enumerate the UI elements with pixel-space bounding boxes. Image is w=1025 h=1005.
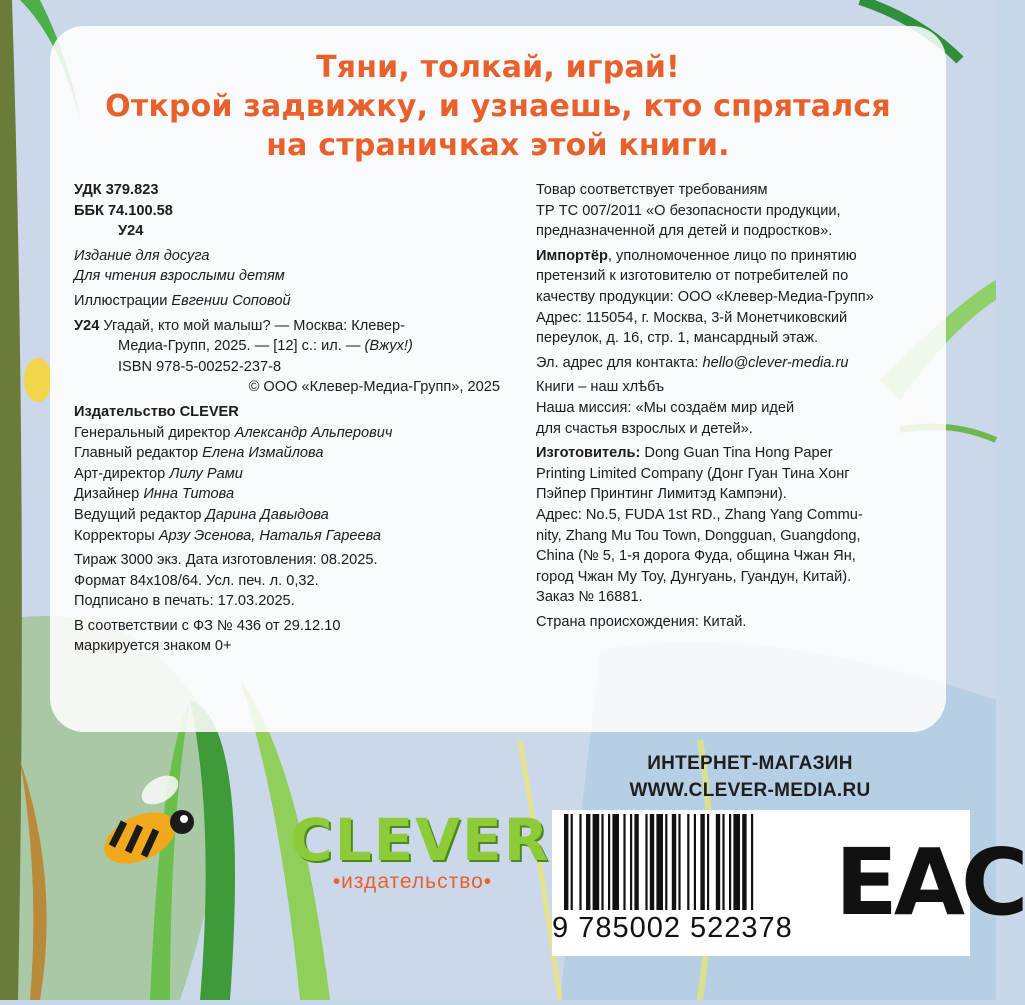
catalog-series: (Вжух!) xyxy=(364,338,413,355)
maker-line-3: Пэйпер Принтинг Лимитэд Кампэни). xyxy=(536,486,787,503)
correctors-names: Арзу Эсенова, Наталья Гареева xyxy=(158,527,382,544)
staff-role: Главный редактор xyxy=(74,445,203,462)
staff-line-1 xyxy=(74,443,514,464)
print-format: Формат 84х108/64. Усл. печ. л. 0,32. xyxy=(74,572,319,589)
maker-address-4: город Чжан Му Тоу, Дунгуань, Гуандун, Китай). xyxy=(536,568,852,585)
barcode-bar xyxy=(593,814,600,910)
maker-text: Dong Guan Tina Hong Paper xyxy=(640,445,833,462)
barcode-bar xyxy=(716,814,720,910)
staff-role: Генеральный директор xyxy=(74,424,235,441)
maker-line-2: Printing Limited Company (Донг Гуан Тина Хонг xyxy=(536,465,850,482)
barcode-bar xyxy=(733,814,740,910)
shop-url[interactable]: WWW.CLEVER-MEDIA.RU xyxy=(629,780,871,801)
udk: УДК 379.823 xyxy=(74,182,159,198)
isbn: ISBN 978-5-00252-237-8 xyxy=(118,358,282,375)
illustrations-label: Иллюстрации xyxy=(74,292,172,309)
catalog-entry-line-2 xyxy=(74,336,514,357)
maker-label: Изготовитель: xyxy=(536,445,641,462)
address-line-1: Адрес: 115054, г. Москва, 3-й Монетчиковский xyxy=(536,309,848,326)
correctors-line xyxy=(74,526,514,547)
copyright: © ООО «Клевер-Медиа-Групп», 2025 xyxy=(248,379,500,396)
imprint-right-column xyxy=(536,180,946,632)
address-line-2: переулок, д. 16, стр. 1, мансардный этаж. xyxy=(536,330,819,347)
staff-line-3 xyxy=(74,484,514,505)
publisher-name: Издательство CLEVER xyxy=(74,403,239,420)
reading-audience: Для чтения взрослыми детям xyxy=(74,268,285,285)
staff-name: Дарина Давыдова xyxy=(205,506,329,523)
print-run: Тираж 3000 экз. Дата изготовления: 08.2025. xyxy=(74,552,378,569)
correctors-label: Корректоры xyxy=(74,527,159,544)
eac-mark: EAC xyxy=(835,829,1025,936)
maker-address-3: China (№ 5, 1-я дорога Фуда, община Чжан Ян, xyxy=(536,548,856,565)
shop-label: ИНТЕРНЕТ-МАГАЗИН xyxy=(647,753,853,774)
tr-line-2: ТР ТС 007/2011 «О безопасности продукции, xyxy=(536,202,841,219)
barcode-bar xyxy=(742,814,746,910)
mission-line-2: для счастья взрослых и детей». xyxy=(536,420,753,437)
law-line-1: В соответствии с ФЗ № 436 от 29.12.10 xyxy=(74,617,341,634)
staff-role: Ведущий редактор xyxy=(74,506,206,523)
country-of-origin: Страна происхождения: Китай. xyxy=(536,613,747,630)
staff-name: Александр Альперович xyxy=(234,424,393,441)
barcode-bar xyxy=(645,814,647,910)
headline-line-2: Открой задвижку, и узнаешь, кто спрятался xyxy=(105,89,891,124)
email-line xyxy=(536,353,946,374)
barcode-bar xyxy=(601,814,603,910)
barcode-bar xyxy=(630,814,632,910)
barcode-digits: 9 785002 522378 xyxy=(552,912,793,944)
maker-address-1: Адрес: No.5, FUDA 1st RD., Zhang Yang Commu- xyxy=(536,506,863,523)
headline-line-3: на страничках этой книги. xyxy=(266,128,730,163)
author-code: У24 xyxy=(118,223,144,240)
barcode-bar xyxy=(656,814,663,910)
print-signed: Подписано в печать: 17.03.2025. xyxy=(74,593,295,610)
law-line-2: маркируется знаком 0+ xyxy=(74,638,232,655)
catalog-entry xyxy=(74,316,514,337)
barcode-bar xyxy=(687,814,689,910)
catalog-text-2: Медиа-Групп, 2025. — [12] с.: ил. — xyxy=(118,338,365,355)
email-link[interactable]: hello@clever-media.ru xyxy=(702,354,849,371)
staff-role: Арт-директор xyxy=(74,465,170,482)
slogan: Книги – наш хлѣбъ xyxy=(536,379,665,396)
staff-name: Лилу Рами xyxy=(169,465,243,482)
importer-line-3: качеству продукции: ООО «Клевер-Медиа-Групп» xyxy=(536,288,874,305)
illustrations-credit xyxy=(74,291,514,312)
importer-text: , уполномоченное лицо по принятию xyxy=(607,247,857,264)
barcode-bar xyxy=(672,814,676,910)
barcode-bar xyxy=(650,814,654,910)
mission-line-1: Наша миссия: «Мы создаём мир идей xyxy=(536,399,795,416)
barcode-bar xyxy=(751,814,753,910)
barcode-bar xyxy=(564,814,568,910)
tr-line-3: предназначенной для детей и подростков». xyxy=(536,223,833,240)
barcode-bar xyxy=(722,814,724,910)
staff-line-0 xyxy=(74,423,514,444)
importer-label: Импортёр xyxy=(536,247,608,264)
maker-address-2: nity, Zhang Mu Tou Town, Dongguan, Guangdong, xyxy=(536,527,861,544)
barcode-bar xyxy=(634,814,638,910)
tr-line-1: Товар соответствует требованиям xyxy=(536,182,768,198)
illustrator-name: Евгении Соповой xyxy=(171,292,291,309)
headline-line-1: Тяни, толкай, играй! xyxy=(316,50,680,85)
bbk: ББК 74.100.58 xyxy=(74,202,173,219)
order-number: Заказ № 16881. xyxy=(536,589,643,606)
barcode-bar xyxy=(700,814,704,910)
barcode-bars xyxy=(562,814,832,914)
maker-line-1 xyxy=(536,443,946,464)
staff-line-2 xyxy=(74,464,514,485)
barcode-panel xyxy=(552,810,1025,956)
importer-line-2: претензий к изготовителю от потребителей по xyxy=(536,268,849,285)
staff-name: Инна Титова xyxy=(143,486,235,503)
importer-line-1 xyxy=(536,246,946,267)
barcode-bar xyxy=(571,814,573,910)
staff-role: Дизайнер xyxy=(74,486,144,503)
online-shop xyxy=(580,750,920,804)
barcode-bar xyxy=(729,814,731,910)
catalog-text: Угадай, кто мой малыш? — Москва: Клевер- xyxy=(99,317,406,334)
barcode-bar xyxy=(665,814,667,910)
barcode-bar xyxy=(612,814,619,910)
imprint-left-column xyxy=(74,180,514,657)
barcode-bar xyxy=(608,814,610,910)
barcode-bar xyxy=(678,814,680,910)
staff-line-4 xyxy=(74,505,514,526)
barcode-bar xyxy=(707,814,709,910)
clever-logo: CLEVER xyxy=(290,806,551,874)
headline xyxy=(0,48,996,165)
barcode-bar xyxy=(623,814,625,910)
barcode-bar xyxy=(579,814,581,910)
staff-name: Елена Измайлова xyxy=(202,445,324,462)
catalog-code: У24 xyxy=(74,317,100,334)
edition-type: Издание для досуга xyxy=(74,247,210,264)
logo-subtitle: •издательство• xyxy=(332,870,493,893)
barcode-bar xyxy=(694,814,696,910)
barcode-bar xyxy=(586,814,590,910)
email-label: Эл. адрес для контакта: xyxy=(536,354,703,371)
